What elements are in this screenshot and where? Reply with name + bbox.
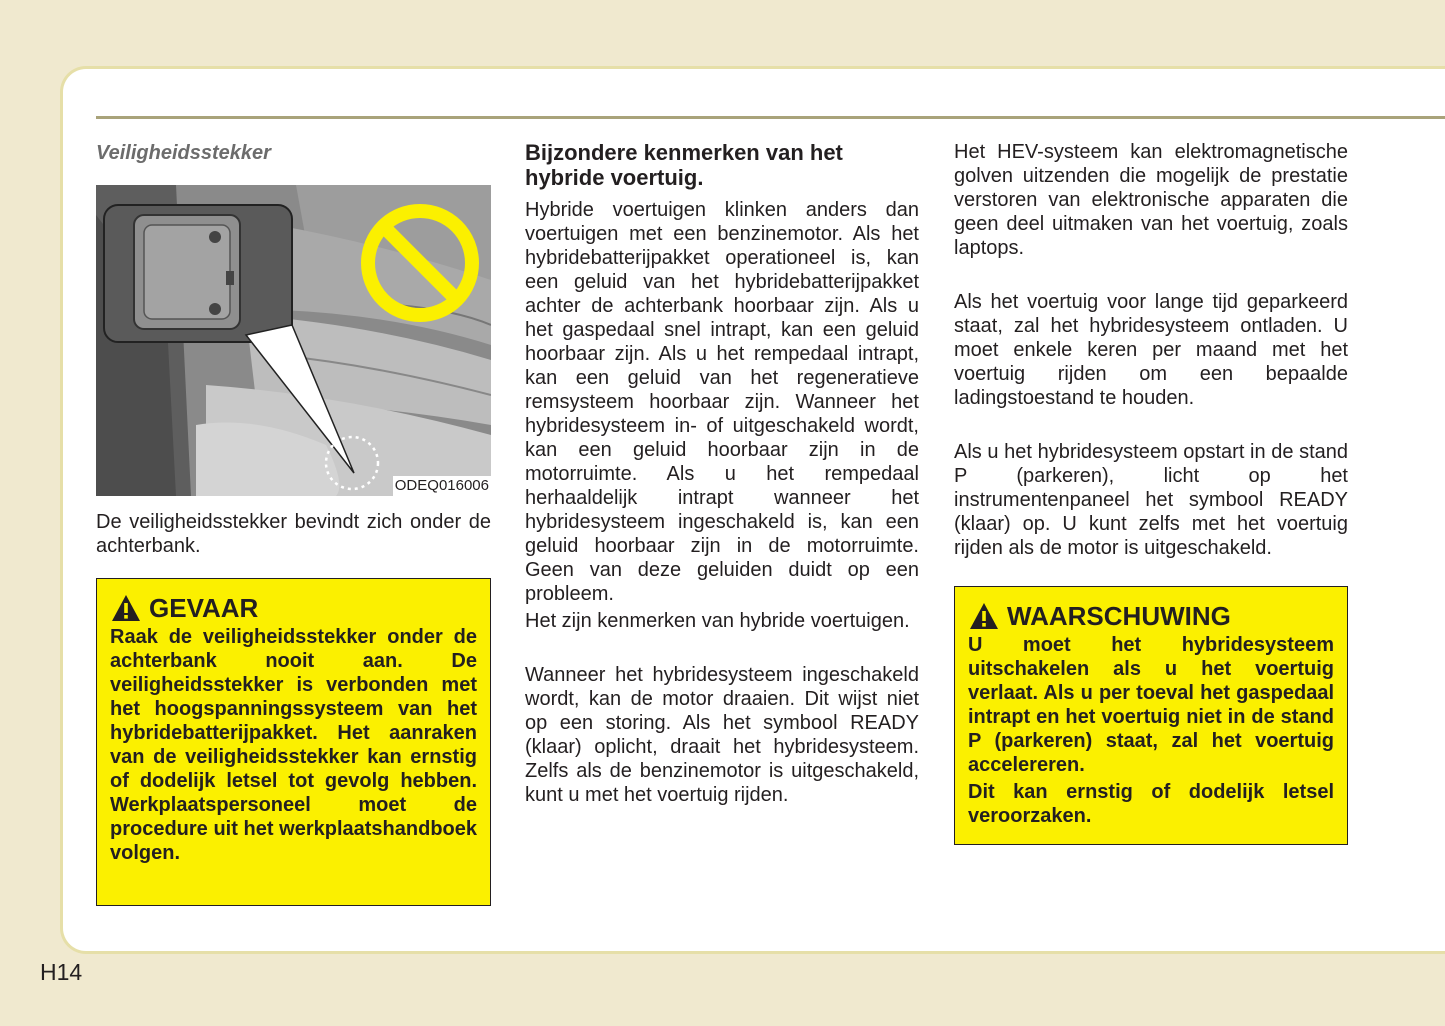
danger-title: GEVAAR <box>149 593 259 623</box>
column-3 <box>954 140 1348 845</box>
page-number: H14 <box>40 959 83 985</box>
photo-caption: De veiligheidsstekker bevindt zich onder de achterbank. <box>96 511 491 557</box>
paragraph-engine-running: Wanneer het hybridesysteem ingeschakeld wordt, kan de motor draaien. Dit wijst niet op een storing. Als het symbool READY (klaar) oplicht, draait het hybridesysteem. Zelfs als de benzinemotor is uitgeschakeld, kunt u met het voertuig rijden. <box>525 664 919 806</box>
section-heading: Bijzondere kenmerken van het hybride voertuig. <box>525 140 843 190</box>
danger-box <box>96 578 491 906</box>
paragraph-sounds: Hybride voertuigen klinken anders dan voertuigen met een benzinemotor. Als het hybridebatterijpakket operationeel is, kan een geluid van het hybridebatterijpakket achter de achterbank hoorbaar zijn. Als u het gaspedaal snel intrapt, kan een geluid hoorbaar zijn. Als u het rempedaal intrapt, kan een geluid van het regeneratieve remsysteem hoorbaar zijn. Wanneer het hybridesysteem in- of uitgeschakeld wordt, kan een geluid hoorbaar zijn in de motorruimte. Als u het rempedaal herhaaldelijk intrapt wanneer het hybridesysteem ingeschakeld is, kan een geluid hoorbaar zijn in de motorruimte. Geen van deze geluiden duidt op een probleem. <box>525 199 919 605</box>
paragraph-hev-emission: Het HEV-systeem kan elektromagnetische golven uitzenden die mogelijk de prestatie verstoren van elektronische apparaten die geen deel uitmaken van het voertuig, zoals laptops. <box>954 141 1348 259</box>
warning-text-2: Dit kan ernstig of dodelijk letsel veroorzaken. <box>968 781 1334 827</box>
column-2 <box>525 140 919 807</box>
paragraph-discharge: Als het voertuig voor lange tijd geparkeerd staat, zal het hybridesysteem ontladen. U moet enkele keren per maand met het voertuig rijden om een bepaalde ladingstoestand te houden. <box>954 291 1348 409</box>
warning-text-1: U moet het hybridesysteem uitschakelen als u het voertuig verlaat. Als u per toeval het gaspedaal intrapt en het voertuig niet in de stand P (parkeren) staat, zal het voertuig accelereren. <box>968 634 1334 776</box>
warning-title: WAARSCHUWING <box>1007 601 1231 631</box>
warning-triangle-icon <box>968 601 1000 631</box>
figure-code: ODEQ016006 <box>394 477 489 494</box>
warning-title-row <box>968 601 1334 631</box>
warning-triangle-icon <box>110 593 142 623</box>
warning-box <box>954 586 1348 845</box>
paragraph-characteristics: Het zijn kenmerken van hybride voertuigen. <box>525 610 910 632</box>
rear-seat-illustration <box>96 185 491 496</box>
subheading-veiligheidsstekker: Veiligheidsstekker <box>96 142 271 164</box>
rear-seat-photo <box>96 185 491 496</box>
column-1 <box>96 140 491 864</box>
header-rule <box>96 116 1445 119</box>
danger-text: Raak de veiligheidsstekker onder de achterbank nooit aan. De veiligheidsstekker is verbonden met het hoogspanningssysteem van het hybridebatterijpakket. Het aanraken van de veiligheidsstekker kan ernstig of dodelijk letsel tot gevolg hebben. Werkplaatspersoneel moet de procedure uit het werkplaatshandboek volgen. <box>110 626 477 864</box>
danger-title-row <box>110 593 477 623</box>
paragraph-ready: Als u het hybridesysteem opstart in de stand P (parkeren), licht op het instrumentenpaneel het symbool READY (klaar) op. U kunt zelfs met het voertuig rijden als de motor is uitgeschakeld. <box>954 441 1348 559</box>
